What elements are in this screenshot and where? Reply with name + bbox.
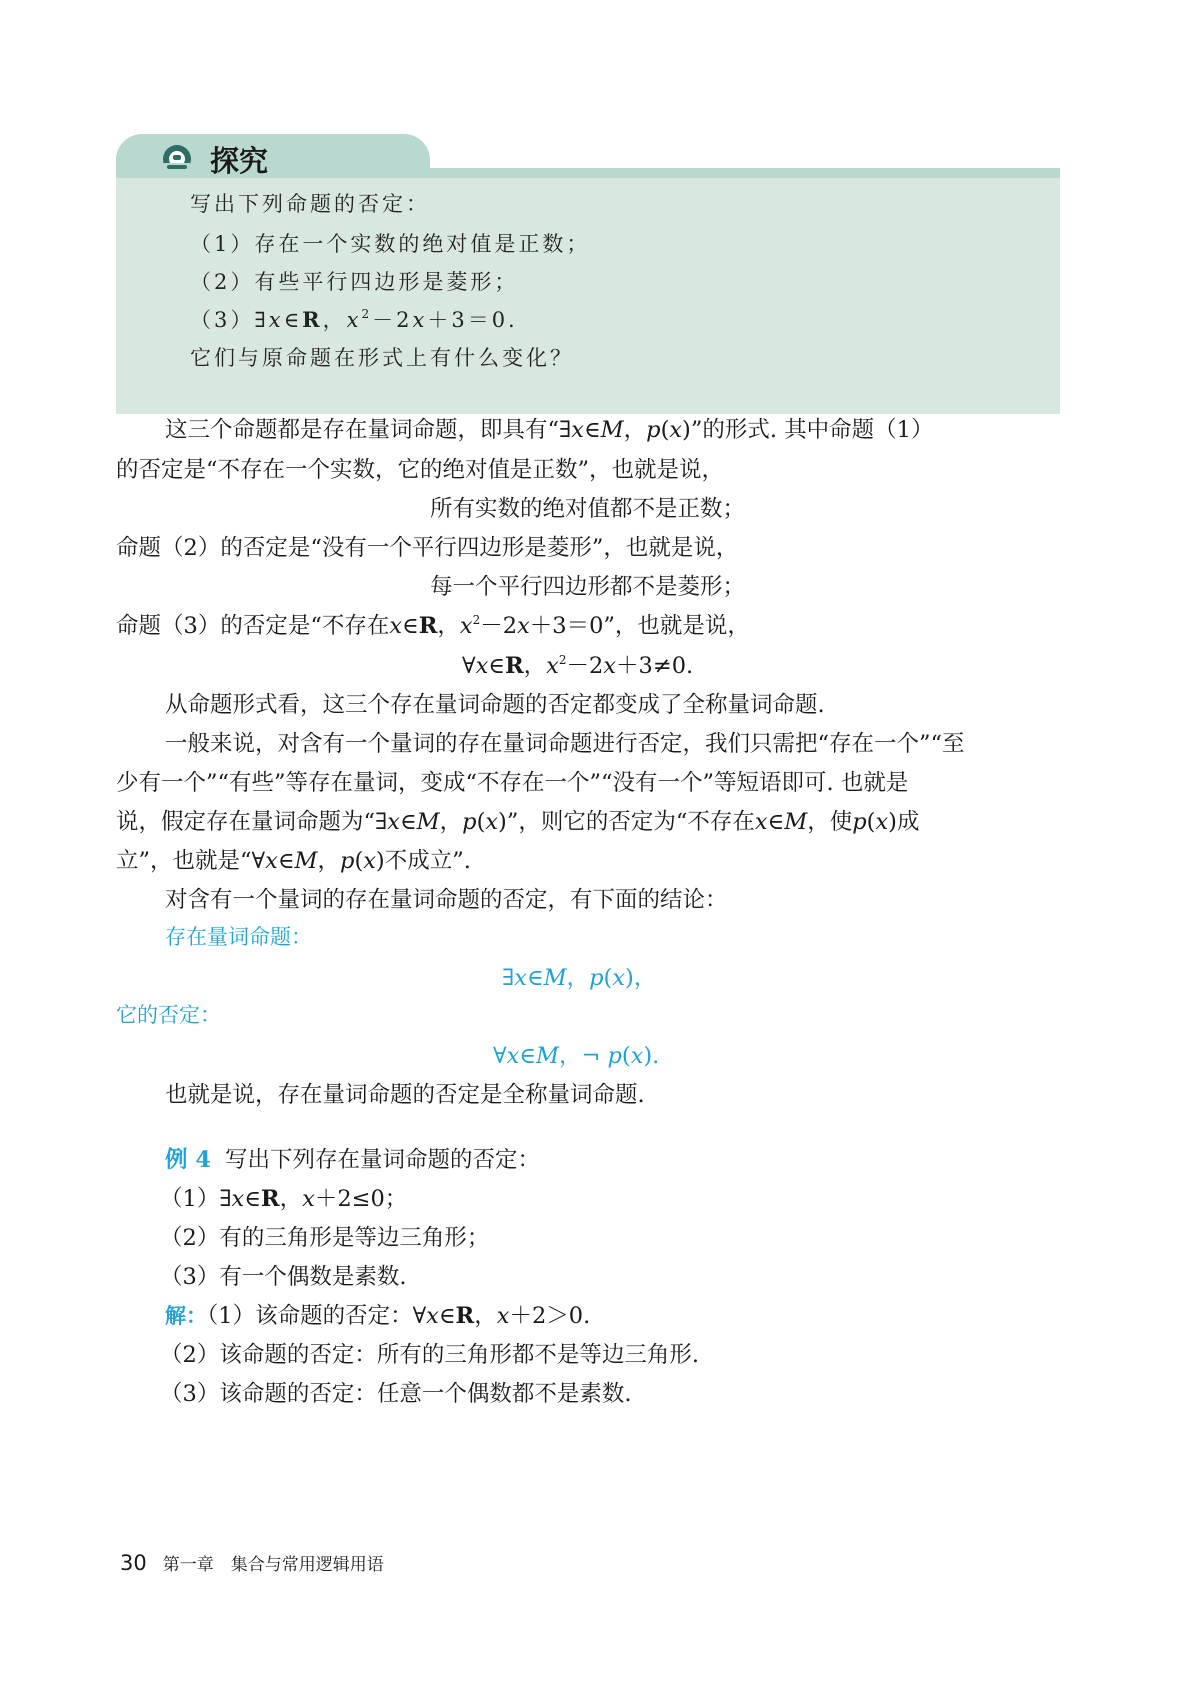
solution-answer-1: 解：（1）该命题的否定：∀x∈R，x＋2＞0. [165, 1303, 591, 1329]
explore-magnifier-icon [160, 143, 196, 175]
conclusion-2: 每一个平行四边形都不是菱形； [430, 574, 746, 600]
paragraph-5-line-3: 说，假定存在量词命题为“∃x∈M，p(x)”，则它的否定为“不存在x∈M，使p(x)成 [116, 809, 920, 835]
paragraph-7: 也就是说，存在量词命题的否定是全称量词命题. [165, 1082, 645, 1108]
existential-formula: ∃x∈M，p(x)， [502, 965, 657, 991]
negation-formula: ∀x∈M，¬ p(x). [493, 1043, 660, 1069]
explore-item-2: （2）有些平行四边形是菱形； [190, 270, 519, 294]
page-number: 30 [120, 1551, 147, 1575]
heading-negation: 它的否定： [116, 1003, 221, 1027]
conclusion-3-formula: ∀x∈R，$x^2-2x+3\ne 0$. [462, 653, 694, 679]
example-question-1: （1）∃x∈R，x＋2≤0； [160, 1186, 408, 1212]
example-4-header: 例 4 写出下列存在量词命题的否定： [165, 1147, 541, 1173]
page-footer [120, 1550, 384, 1575]
paragraph-1-line-2: 的否定是“不存在一个实数，它的绝对值是正数”，也就是说， [116, 457, 725, 483]
paragraph-3: 命题（3）的否定是“不存在x∈R，$x^2-2x+3=0$”，也就是说， [116, 613, 750, 639]
conclusion-1: 所有实数的绝对值都不是正数； [430, 496, 746, 522]
chapter-title: 第一章 集合与常用逻辑用语 [162, 1555, 384, 1575]
heading-existential-proposition: 存在量词命题： [165, 925, 312, 949]
paragraph-5-line-1: 一般来说，对含有一个量词的存在量词命题进行否定，我们只需把“存在一个”“至 [165, 731, 965, 757]
paragraph-4: 从命题形式看，这三个存在量词命题的否定都变成了全称量词命题. [165, 692, 825, 718]
explore-title: 探究 [210, 144, 269, 178]
explore-question: 它们与原命题在形式上有什么变化？ [190, 346, 574, 370]
explore-intro: 写出下列命题的否定： [190, 192, 430, 216]
paragraph-5-line-2: 少有一个”“有些”等存在量词，变成“不存在一个”“没有一个”等短语即可. 也就是 [116, 770, 909, 796]
example-question-3: （3）有一个偶数是素数. [160, 1264, 407, 1290]
explore-item-3: （3）∃x∈R，$x^2-2x+3=0$. [190, 307, 518, 332]
paragraph-2: 命题（2）的否定是“没有一个平行四边形是菱形”，也就是说， [116, 535, 739, 561]
solution-label: 解： [165, 1304, 207, 1328]
paragraph-5-line-4: 立”，也就是“∀x∈M，p(x)不成立”. [116, 848, 471, 874]
example-question-2: （2）有的三角形是等边三角形； [160, 1225, 490, 1251]
explore-item-1: （1）存在一个实数的绝对值是正数； [190, 232, 591, 256]
solution-answer-3: （3）该命题的否定：任意一个偶数都不是素数. [160, 1381, 632, 1407]
paragraph-1-line-1: 这三个命题都是存在量词命题，即具有“∃x∈M，p(x)”的形式. 其中命题（1） [165, 417, 934, 443]
solution-answer-2: （2）该命题的否定：所有的三角形都不是等边三角形. [160, 1342, 699, 1368]
example-label: 例 4 [165, 1147, 211, 1173]
paragraph-6: 对含有一个量词的存在量词命题的否定，有下面的结论： [165, 887, 728, 913]
